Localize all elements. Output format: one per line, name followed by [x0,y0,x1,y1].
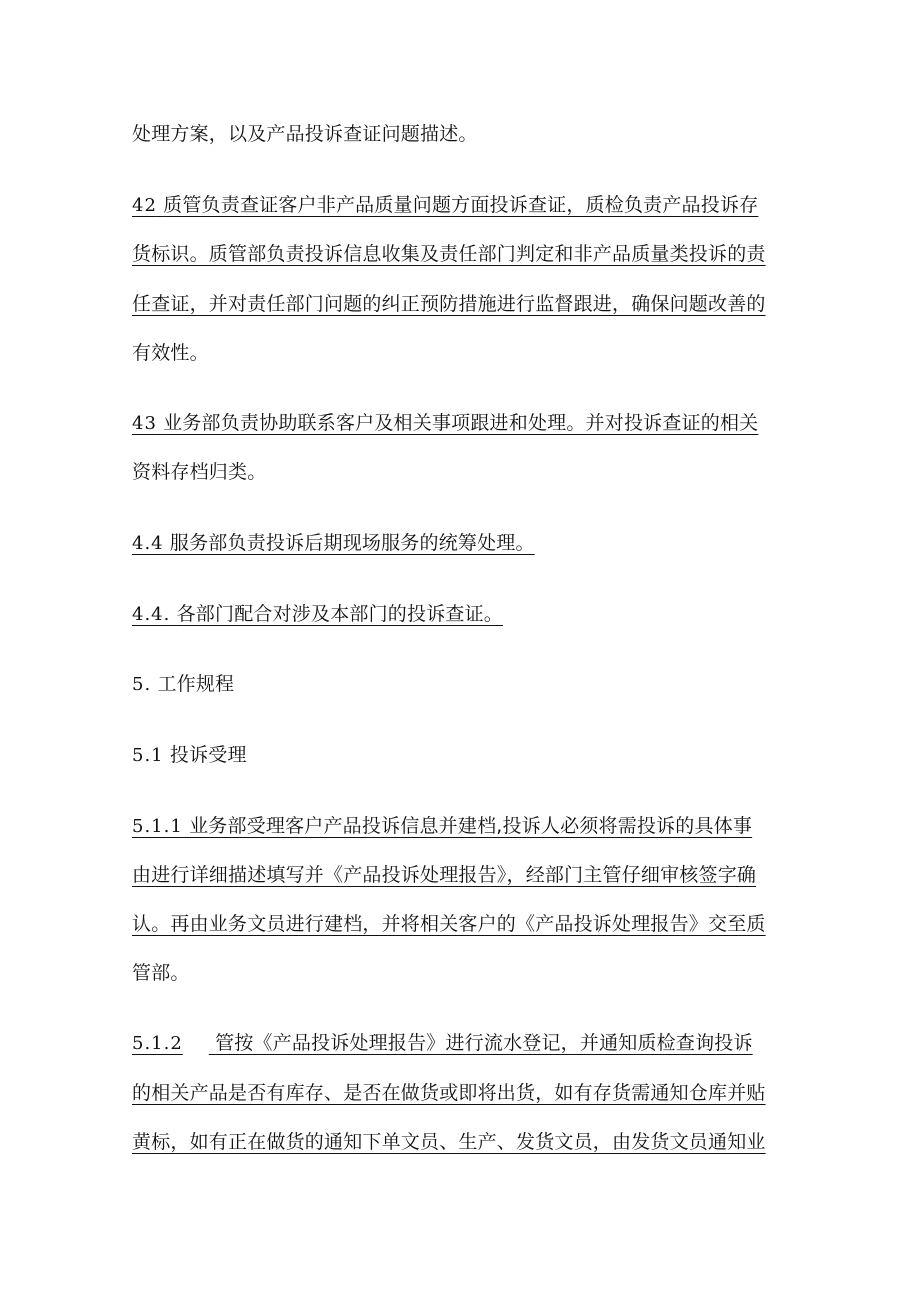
line-text: 业务部负责协助联系客户及相关事项跟进和处理。并对投诉查证的相关 [163,412,759,434]
text-line [132,601,503,628]
text-line [132,1030,753,1057]
section-number: 42 [132,195,157,216]
line-text: 服务部负责投诉后期现场服务的统筹处理。 [169,532,535,554]
text-line [132,1129,766,1155]
section-number: 5.1.1 [132,816,183,837]
section-number: 4.4 [132,533,164,554]
line-text: 工作规程 [157,673,235,695]
text-line [132,1080,766,1106]
text-line [132,862,756,888]
text-line [132,241,766,267]
section-number: 43 [132,413,157,434]
line-text: 的相关产品是否有库存、是否在做货或即将出货，如有存货需通知仓库并贴 [132,1082,766,1104]
line-text: 投诉受理 [169,744,247,766]
text-line [132,960,190,986]
line-text: 处理方案，以及产品投诉查证问题描述。 [132,123,478,145]
line-text: 任查证，并对责任部门问题的纠正预防措施进行监督跟进，确保问题改善的 [132,293,766,315]
text-line [132,121,478,147]
text-line [132,459,266,485]
section-number: 4.4. [132,604,171,625]
line-text: 货标识。质管部负责投诉信息收集及责任部门判定和非产品质量类投诉的责 [132,243,766,265]
text-line [132,530,535,557]
line-text: 认。再由业务文员进行建档，并将相关客户的《产品投诉处理报告》交至质 [132,913,766,935]
line-text: 管部。 [132,962,190,984]
line-text: 有效性。 [132,342,209,364]
section-number: 5.1.2 [132,1033,183,1054]
text-line [132,192,758,219]
text-line [132,340,209,366]
section-number: 5. [132,674,152,695]
line-text: 业务部受理客户产品投诉信息并建档,投诉人必须将需投诉的具体事 [189,815,753,837]
line-text: 由进行详细描述填写并《产品投诉处理报告》，经部门主管仔细审核签字确 [132,864,757,886]
line-text: 黄标，如有正在做货的通知下单文员、生产、发货文员，由发货文员通知业 [132,1131,766,1153]
line-text: 质管负责查证客户非产品质量问题方面投诉查证，质检负责产品投诉存 [163,194,759,216]
section-number: 5.1 [132,745,164,766]
section-heading [132,671,234,698]
line-text: 各部门配合对涉及本部门的投诉查证。 [176,603,504,625]
line-text: 资料存档归类。 [132,461,267,483]
text-line [132,410,758,437]
text-line [132,291,766,317]
text-line [132,911,766,937]
line-text: 管按《产品投诉处理报告》进行流水登记，并通知质检查询投诉 [215,1032,753,1054]
section-heading [132,742,247,769]
text-line [132,813,752,840]
